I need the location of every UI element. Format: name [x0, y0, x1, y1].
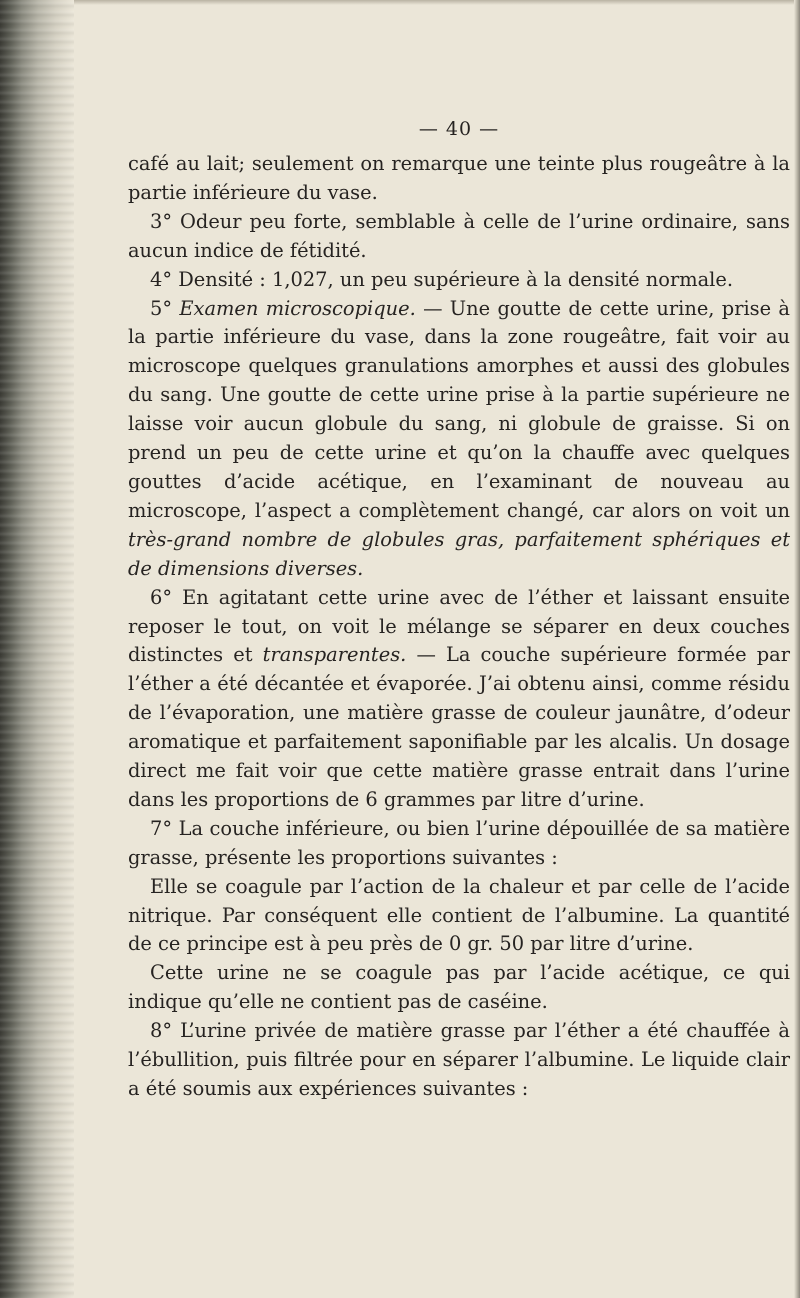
paragraph	[128, 873, 790, 960]
body-text	[128, 150, 790, 1104]
text-run: Elle se coagule par l’action de la chaleur et par celle de l’acide nitrique. Par conséquent elle contient de l’albumine. La quantité de ce principe est à peu près de 0 gr. 50 par litre d’urine.	[128, 874, 790, 956]
paragraph	[128, 295, 790, 584]
italic-text: très-grand nombre de globules gras, parfaitement sphériques et de dimensions diverses.	[128, 527, 790, 580]
paragraph	[128, 584, 790, 815]
italic-text: Examen microscopique.	[179, 296, 416, 320]
paragraph	[128, 815, 790, 873]
paragraph	[128, 266, 790, 295]
text-run: 4° Densité : 1,027, un peu supérieure à la densité normale.	[150, 267, 734, 291]
text-run: — La couche supérieure formée par l’éther a été décantée et évaporée. J’ai obtenu ainsi, comme résidu de l’évaporation, une matière grasse de couleur jaunâtre, d’odeur aromatique et parfaitement saponifiable par les alcalis. Un dosage direct me fait voir que cette matière grasse entrait dans l’urine dans les proportions de 6 grammes par litre d’urine.	[128, 643, 790, 811]
paragraph	[128, 208, 790, 266]
text-run: 6° En agitatant cette urine avec de l’éther et laissant ensuite reposer le tout, on voit le mélange se séparer en deux couches distinctes et	[128, 585, 790, 667]
text-run: — Une goutte de cette urine, prise à la partie inférieure du vase, dans la zone rougeâtre, fait voir au microscope quelques granulations amorphes et aussi des globules du sang. Une goutte de cette urine prise à la partie supérieure ne laisse voir aucun globule du sang, ni globule de graisse. Si on prend un peu de cette urine et qu’on la chauffe avec quelques gouttes d’acide acétique, en l’examinant de nouveau au microscope, l’aspect a complètement changé, car alors on voit un	[128, 296, 790, 522]
paragraph	[128, 959, 790, 1017]
text-run: Cette urine ne se coagule pas par l’acide acétique, ce qui indique qu’elle ne contient pas de caséine.	[128, 961, 790, 1014]
page-right-edge	[794, 0, 800, 1298]
italic-text: transparentes.	[262, 643, 407, 667]
page-number	[128, 118, 790, 140]
text-run: 8° L’urine privée de matière grasse par l’éther a été chauffée à l’ébullition, puis filtrée pour en séparer l’albumine. Le liquide clair a été soumis aux expériences suivantes :	[128, 1019, 790, 1100]
page-top-edge	[74, 0, 800, 5]
text-run: café au lait; seulement on remarque une teinte plus rougeâtre à la partie inférieure du vase.	[128, 152, 790, 204]
page-number-text: — 40 —	[418, 118, 500, 140]
text-run: 5°	[150, 296, 180, 320]
text-run: 3° Odeur peu forte, semblable à celle de l’urine ordinaire, sans aucun indice de fétidité.	[128, 209, 790, 262]
paragraph	[128, 1017, 790, 1104]
text-run: 7° La couche inférieure, ou bien l’urine dépouillée de sa matière grasse, présente les proportions suivantes :	[128, 816, 790, 869]
binding-shadow	[0, 0, 74, 1298]
paragraph	[128, 150, 790, 208]
book-page	[128, 118, 790, 1104]
